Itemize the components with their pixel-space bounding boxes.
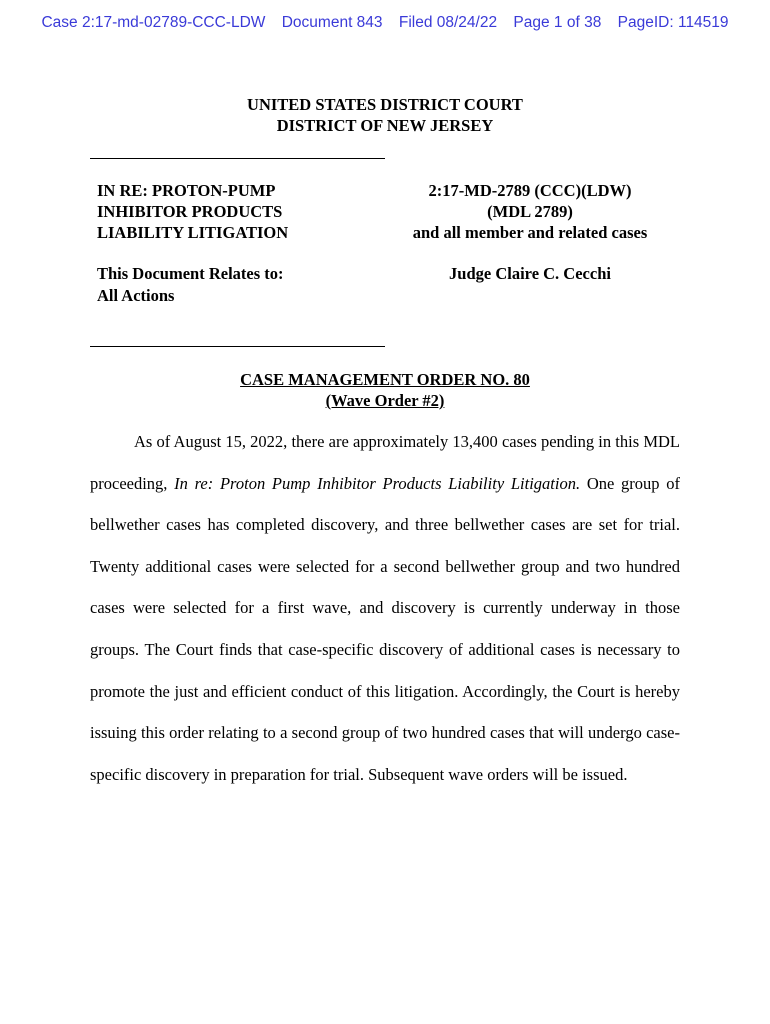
case-caption-title [97, 180, 288, 243]
caption-right-line: and all member and related cases [412, 223, 648, 242]
caption-left-line: INHIBITOR PRODUCTS [97, 202, 283, 221]
body-text-part1: As of August 15, 2022, there are approximately 13,400 cases pending in this MDL proceeding, [90, 432, 680, 493]
filing-stamp [0, 14, 770, 32]
caption-right-line: 2:17-MD-2789 (CCC)(LDW) [428, 181, 632, 200]
stamp-page-id: PageID: 114519 [617, 14, 729, 31]
stamp-document-number: Document 843 [281, 14, 383, 31]
relates-value: All Actions [97, 286, 175, 305]
order-subtitle: (Wave Order #2) [325, 391, 445, 410]
caption-left-line: LIABILITY LITIGATION [97, 223, 289, 242]
court-heading [0, 94, 770, 136]
relates-label: This Document Relates to: [97, 264, 284, 283]
document-relates-to [97, 263, 284, 307]
stamp-page-number: Page 1 of 38 [513, 14, 602, 31]
caption-left-line: IN RE: PROTON-PUMP [97, 181, 276, 200]
stamp-filed-date: Filed 08/24/22 [398, 14, 498, 31]
case-number-block [395, 180, 665, 243]
order-body-paragraph [90, 421, 680, 795]
caption-top-rule [90, 158, 385, 159]
body-case-name: In re: Proton Pump Inhibitor Products Liability Litigation. [174, 473, 581, 493]
judge-name: Judge Claire C. Cecchi [449, 264, 611, 283]
court-district: DISTRICT OF NEW JERSEY [276, 116, 494, 135]
caption-right-line: (MDL 2789) [487, 202, 573, 221]
caption-bottom-rule [90, 346, 385, 347]
body-text-part2: One group of bellwether cases has completed discovery, and three bellwether cases are set for trial. Twenty additional cases were selected for a second bellwether group and two hundred cases were selected for a first wave, and discovery is currently underway in those groups. The Court finds that case-specific discovery of additional cases is necessary to promote the just and efficient conduct of this litigation. Accordingly, the Court is hereby issuing this order relating to a second group of two hundred cases that will undergo case-specific discovery in preparation for trial. Subsequent wave orders will be issued. [90, 473, 680, 784]
order-heading [0, 369, 770, 411]
court-name: UNITED STATES DISTRICT COURT [247, 95, 523, 114]
order-title: CASE MANAGEMENT ORDER NO. 80 [240, 370, 530, 389]
stamp-case-number: Case 2:17-md-02789-CCC-LDW [41, 14, 266, 31]
